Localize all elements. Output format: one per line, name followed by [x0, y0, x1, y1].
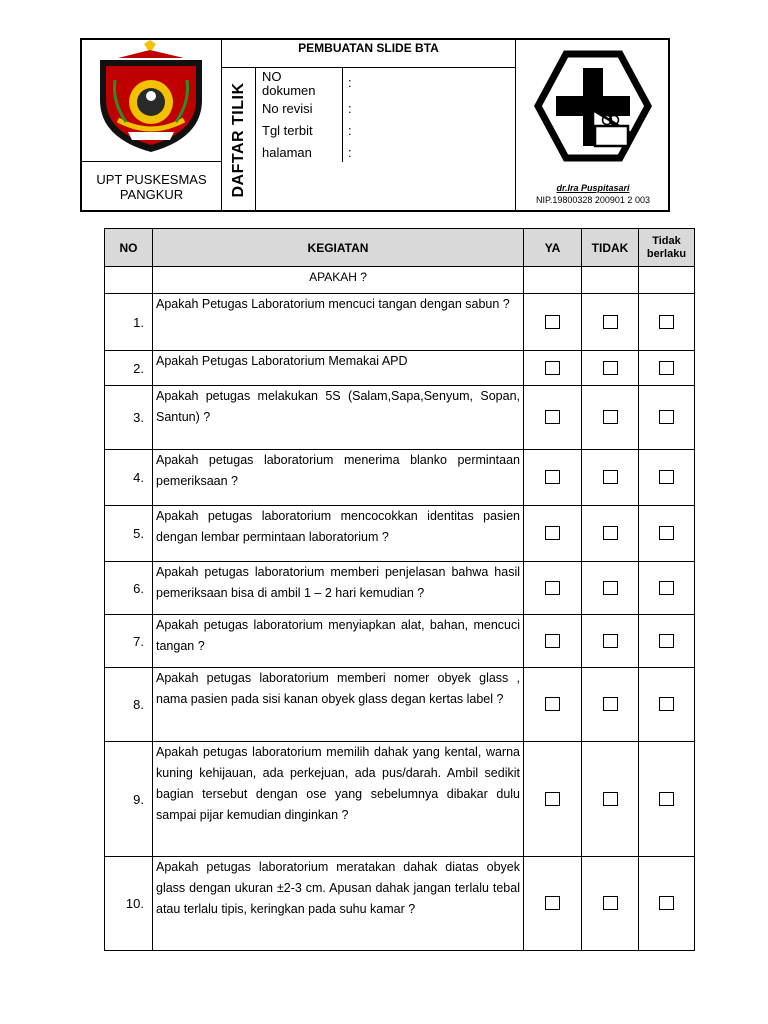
row-number: 8. — [105, 668, 153, 742]
tidak-berlaku-checkbox[interactable] — [659, 526, 674, 540]
tidak-checkbox[interactable] — [603, 896, 618, 910]
section-empty-cell — [524, 267, 582, 294]
document-title: PEMBUATAN SLIDE BTA — [222, 40, 516, 68]
row-activity: Apakah petugas laboratorium menerima blanko permintaan pemeriksaan ? — [153, 450, 524, 506]
table-row — [105, 386, 695, 450]
tidak-berlaku-checkbox[interactable] — [659, 410, 674, 424]
ya-checkbox[interactable] — [545, 526, 560, 540]
meta-label-no-revisi: No revisi — [262, 101, 313, 116]
row-number: 9. — [105, 742, 153, 857]
ya-checkbox[interactable] — [545, 470, 560, 484]
row-activity: Apakah petugas laboratorium memilih dahak yang kental, warna kuning kehijauan, ada perkejuan, ada pus/darah. Ambil sedikit bagian tersebut dengan ose yang sebelumnya dibakar dulu sampai pijar kemudian dinginkan ? — [153, 742, 524, 857]
tidak-checkbox[interactable] — [603, 526, 618, 540]
ya-checkbox[interactable] — [545, 581, 560, 595]
column-header-tidak-berlaku: Tidak berlaku — [639, 229, 695, 267]
row-activity: Apakah petugas laboratorium mencocokkan identitas pasien dengan lembar permintaan laboratorium ? — [153, 506, 524, 562]
ya-checkbox[interactable] — [545, 315, 560, 329]
section-empty-cell — [582, 267, 639, 294]
ya-checkbox[interactable] — [545, 361, 560, 375]
column-header-ya: YA — [524, 229, 582, 267]
signatory-nip: NIP.19800328 200901 2 003 — [536, 195, 650, 205]
ya-checkbox[interactable] — [545, 634, 560, 648]
tidak-berlaku-checkbox[interactable] — [659, 634, 674, 648]
tidak-berlaku-checkbox[interactable] — [659, 581, 674, 595]
organization-line-1: UPT PUSKESMAS — [96, 172, 207, 187]
puskesmas-logo-cell — [516, 40, 670, 212]
tidak-checkbox[interactable] — [603, 361, 618, 375]
table-row — [105, 294, 695, 351]
organization-name — [82, 162, 222, 212]
tidak-berlaku-checkbox[interactable] — [659, 697, 674, 711]
row-activity: Apakah petugas laboratorium meratakan dahak diatas obyek glass dengan ukuran ±2-3 cm. Apusan dahak jangan terlalu tebal atau terlalu tipis, keringkan pada suhu kamar ? — [153, 857, 524, 951]
regency-shield-emblem-icon — [82, 40, 220, 160]
meta-label-tgl-terbit: Tgl terbit — [262, 123, 313, 138]
regency-emblem-cell — [82, 40, 222, 162]
tidak-checkbox[interactable] — [603, 581, 618, 595]
ya-checkbox[interactable] — [545, 697, 560, 711]
column-header-kegiatan: KEGIATAN — [153, 229, 524, 267]
table-row — [105, 742, 695, 857]
tidak-berlaku-checkbox[interactable] — [659, 896, 674, 910]
tidak-checkbox[interactable] — [603, 697, 618, 711]
tidak-checkbox[interactable] — [603, 634, 618, 648]
row-number: 1. — [105, 294, 153, 351]
table-header-row — [105, 229, 695, 267]
signatory-name: dr.Ira Puspitasari — [556, 183, 630, 193]
ya-checkbox[interactable] — [545, 410, 560, 424]
row-number: 5. — [105, 506, 153, 562]
row-number: 4. — [105, 450, 153, 506]
section-title: APAKAH ? — [153, 267, 524, 294]
row-number: 3. — [105, 386, 153, 450]
row-activity: Apakah Petugas Laboratorium mencuci tangan dengan sabun ? — [153, 294, 524, 351]
column-header-tidak: TIDAK — [582, 229, 639, 267]
row-activity: Apakah petugas laboratorium memberi penjelasan bahwa hasil pemeriksaan bisa di ambil 1 – 2 hari kemudian ? — [153, 562, 524, 615]
row-activity: Apakah petugas melakukan 5S (Salam,Sapa,Senyum, Sopan, Santun) ? — [153, 386, 524, 450]
meta-label-halaman: halaman — [262, 145, 312, 160]
tidak-berlaku-checkbox[interactable] — [659, 792, 674, 806]
daftar-tilik-label: DAFTAR TILIK — [229, 82, 247, 198]
table-row — [105, 506, 695, 562]
meta-label-no-dokumen: NO dokumen — [262, 69, 316, 98]
meta-sep-no-revisi: : — [348, 101, 352, 116]
meta-sep-halaman: : — [348, 145, 352, 160]
section-no-cell — [105, 267, 153, 294]
row-activity: Apakah petugas laboratorium memberi nomer obyek glass , nama pasien pada sisi kanan obyek glass degan kertas label ? — [153, 668, 524, 742]
table-row — [105, 615, 695, 668]
row-number: 10. — [105, 857, 153, 951]
document-header — [80, 38, 670, 212]
checklist-table — [104, 228, 695, 951]
table-row — [105, 668, 695, 742]
section-row — [105, 267, 695, 294]
row-number: 6. — [105, 562, 153, 615]
tidak-berlaku-checkbox[interactable] — [659, 470, 674, 484]
meta-sep-no-dokumen: : — [348, 75, 352, 90]
ya-checkbox[interactable] — [545, 896, 560, 910]
ya-checkbox[interactable] — [545, 792, 560, 806]
row-number: 7. — [105, 615, 153, 668]
tidak-berlaku-checkbox[interactable] — [659, 315, 674, 329]
puskesmas-cross-logo-icon — [516, 40, 670, 180]
table-row — [105, 562, 695, 615]
row-number: 2. — [105, 351, 153, 386]
section-empty-cell — [639, 267, 695, 294]
table-row — [105, 351, 695, 386]
tidak-checkbox[interactable] — [603, 315, 618, 329]
tidak-checkbox[interactable] — [603, 470, 618, 484]
row-activity: Apakah Petugas Laboratorium Memakai APD — [153, 351, 524, 386]
tidak-checkbox[interactable] — [603, 792, 618, 806]
meta-sep-tgl-terbit: : — [348, 123, 352, 138]
tidak-checkbox[interactable] — [603, 410, 618, 424]
table-row — [105, 857, 695, 951]
tidak-berlaku-checkbox[interactable] — [659, 361, 674, 375]
document-meta — [256, 68, 516, 212]
daftar-tilik-cell — [222, 68, 256, 212]
organization-line-2: PANGKUR — [119, 187, 184, 202]
row-activity: Apakah petugas laboratorium menyiapkan alat, bahan, mencuci tangan ? — [153, 615, 524, 668]
column-header-no: NO — [105, 229, 153, 267]
meta-divider — [342, 68, 343, 162]
table-row — [105, 450, 695, 506]
